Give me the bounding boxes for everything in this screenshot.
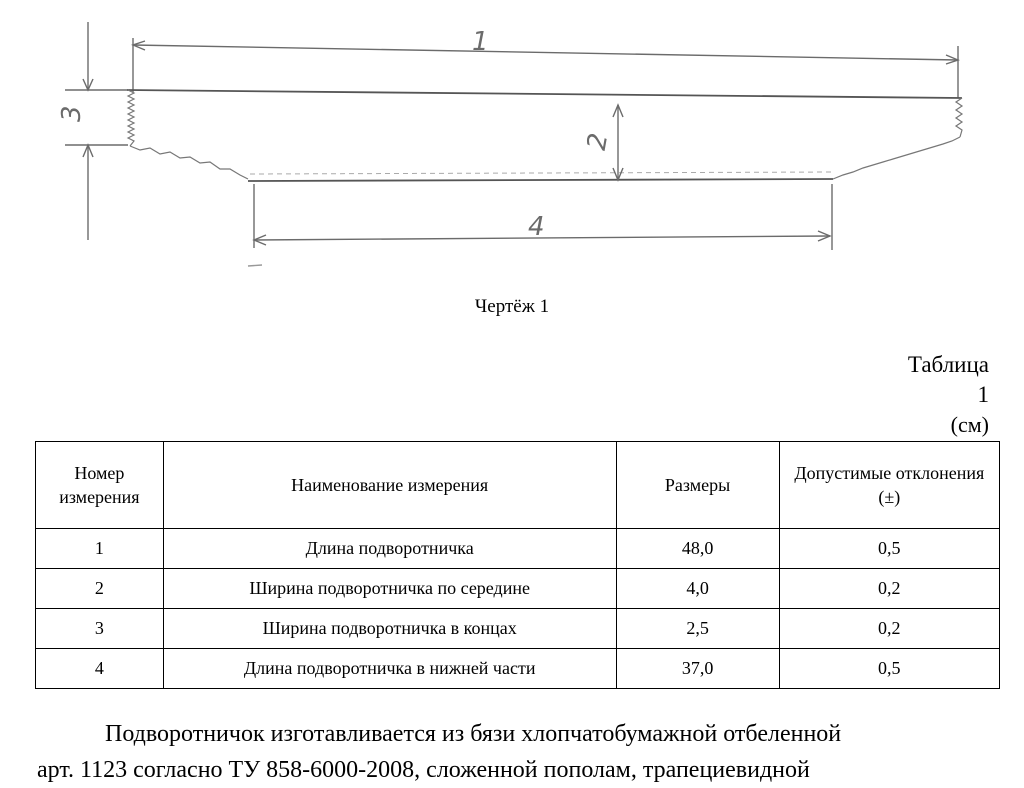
dimension-4-label: 4	[528, 212, 545, 242]
collar-right-slant	[833, 137, 960, 179]
row-number: 4	[36, 649, 164, 689]
row-tolerance: 0,2	[779, 569, 999, 609]
header-tolerance-sign: (±)	[878, 487, 901, 507]
dimension-3-label: 3	[57, 105, 87, 122]
row-number: 3	[36, 609, 164, 649]
table-row	[36, 569, 1000, 609]
collar-left-slant	[130, 146, 248, 179]
row-name: Длина подворотничка в нижней части	[163, 649, 616, 689]
row-name: Ширина подворотничка по середине	[163, 569, 616, 609]
table-title: Таблица	[907, 352, 989, 377]
figure-caption: Чертёж 1	[474, 296, 550, 317]
collar-left-end	[128, 90, 134, 146]
collar-top-edge	[127, 90, 962, 98]
row-size: 37,0	[616, 649, 779, 689]
collar-right-end	[956, 98, 962, 137]
header-tolerance-label: Допустимые отклонения	[794, 463, 985, 483]
table-header-row	[36, 442, 1000, 529]
table-row	[36, 609, 1000, 649]
row-name: Длина подворотничка	[163, 529, 616, 569]
row-number: 2	[36, 569, 164, 609]
row-size: 2,5	[616, 609, 779, 649]
table-number: 1	[977, 382, 989, 407]
collar-bottom-edge	[248, 179, 833, 181]
table-row	[36, 529, 1000, 569]
header-number: Номер измерения	[36, 442, 164, 529]
row-name: Ширина подворотничка в концах	[163, 609, 616, 649]
header-name: Наименование измерения	[163, 442, 616, 529]
dimension-1-label: 1	[472, 27, 489, 57]
row-tolerance: 0,5	[779, 649, 999, 689]
body-line-2: арт. 1123 согласно ТУ 858-6000-2008, сложенной пополам, трапециевидной	[37, 757, 810, 783]
table-row	[36, 649, 1000, 689]
row-size: 48,0	[616, 529, 779, 569]
body-line-1: Подворотничок изготавливается из бязи хлопчатобумажной отбеленной	[105, 721, 842, 747]
header-tolerance	[779, 442, 999, 529]
table-unit: (см)	[950, 412, 989, 437]
dimension-2-label: 2	[581, 130, 615, 153]
row-number: 1	[36, 529, 164, 569]
row-size: 4,0	[616, 569, 779, 609]
body-paragraph	[37, 716, 997, 788]
collar-fold-line	[250, 172, 835, 174]
measurements-table	[35, 441, 1000, 689]
dimension-1-line	[133, 45, 958, 60]
collar-drawing	[0, 0, 1024, 290]
header-size: Размеры	[616, 442, 779, 529]
row-tolerance: 0,2	[779, 609, 999, 649]
row-tolerance: 0,5	[779, 529, 999, 569]
